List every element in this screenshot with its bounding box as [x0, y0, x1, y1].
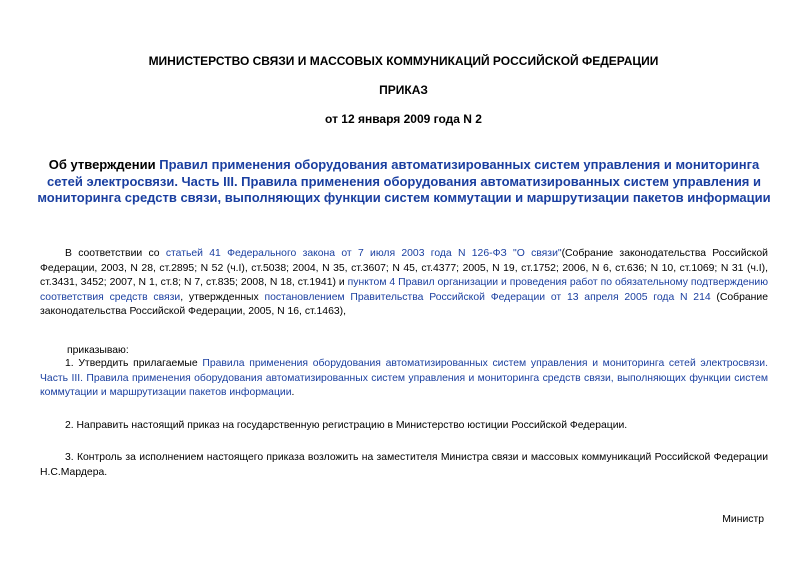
- rules-point-link[interactable]: пунктом 4 Правил организации и проведения работ по обязательному подтверждению соответствия средств связи: [40, 277, 769, 303]
- item-1-text: 1. Утвердить прилагаемые: [65, 358, 203, 369]
- order-date: от 12 января 2009 года N 2: [325, 112, 482, 126]
- ministry-heading: МИНИСТЕРСТВО СВЯЗИ И МАССОВЫХ КОММУНИКАЦИЙ РОССИЙСКОЙ ФЕДЕРАЦИИ: [148, 54, 659, 68]
- preamble-paragraph: [40, 247, 768, 320]
- preamble-text-2: (Собрание законодательства Российской Федерации, 2003, N 28, ст.2895; N 52 (ч.I), ст.5038; 2004, N 35, ст.3607; N 45, ст.4377; 2005, N 19, ст.1752; 2006, N 6, ст.636; N 10, ст.1069; N 31 (ч.I), ст.3431, 3452; 2007, N 1, ст.8; N 7, ст.835; 2008, N 18, ст.1941) и: [40, 248, 768, 288]
- preamble-text-4: (Собрание законодательства Российской Федерации, 2005, N 16, ст.1463),: [40, 291, 768, 317]
- item-2-paragraph: 2. Направить настоящий приказ на государственную регистрацию в Министерство юстиции Российской Федерации.: [65, 420, 628, 431]
- preamble-text-1: В соответствии со: [65, 248, 166, 259]
- law-article-link[interactable]: статьей 41 Федерального закона от 7 июля 2003 года N 126-ФЗ "О связи": [165, 248, 562, 259]
- title-rules-link[interactable]: Правил применения оборудования автоматизированных систем управления и мониторинга сетей электросвязи. Часть III. Правила применения оборудования автоматизированных систем управления и мониторинга средств связи, выполняющих функции систем коммутации и маршрутизации пакетов информации: [37, 157, 771, 206]
- government-decree-link[interactable]: постановлением Правительства Российской Федерации от 13 апреля 2005 года N 214: [264, 291, 711, 303]
- document-title: [36, 157, 772, 207]
- order-heading: ПРИКАЗ: [379, 83, 428, 97]
- item-1-paragraph: [40, 357, 768, 401]
- order-word: приказываю:: [67, 345, 129, 356]
- title-prefix: Об утверждении: [48, 157, 160, 172]
- signature-title: Министр: [722, 514, 764, 525]
- approved-rules-link[interactable]: Правила применения оборудования автоматизированных систем управления и мониторинга сетей электросвязи. Часть III. Правила применения оборудования автоматизированных систем управления и мониторинга средств связи, выполняющих функции систем коммутации и маршрутизации пакетов информации: [40, 358, 768, 398]
- item-1-end: .: [291, 387, 295, 398]
- item-3-paragraph: 3. Контроль за исполнением настоящего приказа возложить на заместителя Министра связи и массовых коммуникаций Российской Федерации Н.С.Мардера.: [40, 452, 768, 478]
- preamble-text-3: , утвержденных: [180, 291, 265, 303]
